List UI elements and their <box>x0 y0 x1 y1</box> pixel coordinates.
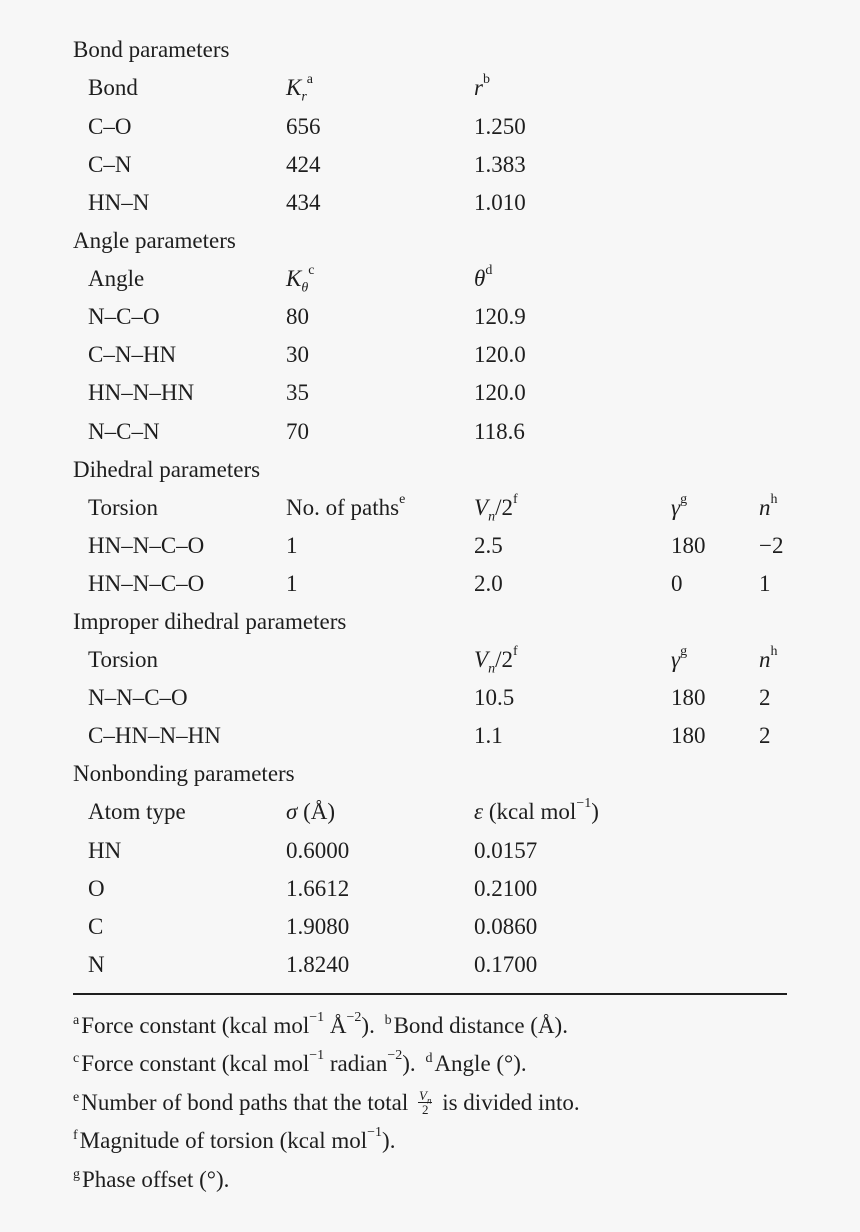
cell-theta: 120.0 <box>474 380 526 405</box>
table-header-row-nonbonding <box>0 798 860 826</box>
table-row <box>0 189 860 217</box>
header-kr: $K_r^a$ <box>286 72 314 105</box>
footnote-g: $^g$Phase offset (°). <box>73 1167 230 1192</box>
header-atom-type: Atom type <box>88 799 186 824</box>
table-header-row-bond <box>0 72 860 105</box>
header-torsion: Torsion <box>88 647 158 672</box>
footnote-mark-c: c <box>73 1051 80 1066</box>
table-row <box>0 951 860 979</box>
footnote-mark-g: g <box>73 1167 80 1182</box>
section-title-nonbonding: Nonbonding parameters <box>73 761 295 786</box>
table-header-row-improper <box>0 644 860 677</box>
cell-angle: N–C–O <box>88 304 160 329</box>
footnote-mark-e: e <box>73 1090 80 1105</box>
footnote-c-d: $^c$Force constant (kcal mol$^{-1}$ radian$^{-2}$). $^d$Angle (°). <box>73 1048 527 1076</box>
footnote-e: $^e$Number of bond paths that the total $\frac{V_n}{2}$ is divided into. <box>73 1088 580 1118</box>
cell-epsilon: 0.0157 <box>474 838 538 863</box>
table-header-row-dihedral <box>0 492 860 525</box>
header-theta: $\theta^d$ <box>474 263 493 291</box>
cell-vn: 2.0 <box>474 571 503 596</box>
footnote-mark-b: b <box>384 1013 392 1028</box>
cell-vn: 2.5 <box>474 533 503 558</box>
table-row <box>0 837 860 865</box>
cell-torsion: HN–N–C–O <box>88 533 205 558</box>
footnote-mark-a: a <box>73 1013 80 1028</box>
cell-theta: 120.0 <box>474 342 526 367</box>
table-row <box>0 875 860 903</box>
cell-paths: 1 <box>286 571 298 596</box>
cell-sigma: 1.8240 <box>286 952 350 977</box>
cell-paths: 1 <box>286 533 298 558</box>
header-n: $n^h$ <box>759 644 778 672</box>
cell-sigma: 0.6000 <box>286 838 350 863</box>
cell-gamma: 180 <box>671 685 706 710</box>
cell-atom-type: N <box>88 952 105 977</box>
cell-kr: 656 <box>286 114 321 139</box>
table-row <box>0 570 860 598</box>
cell-kr: 434 <box>286 190 321 215</box>
table-row <box>0 379 860 407</box>
cell-sigma: 1.9080 <box>286 914 350 939</box>
header-gamma: $\gamma^g$ <box>671 644 688 672</box>
vn-over-2-fraction: $\frac{V_n}{2}$ <box>419 1088 432 1118</box>
cell-bond: C–N <box>88 152 132 177</box>
cell-r: 1.383 <box>474 152 526 177</box>
cell-r: 1.250 <box>474 114 526 139</box>
cell-sigma: 1.6612 <box>286 876 350 901</box>
footnote-f: $^f$Magnitude of torsion (kcal mol$^{-1}$). <box>73 1125 396 1153</box>
section-title-angle: Angle parameters <box>73 228 236 253</box>
cell-vn: 10.5 <box>474 685 515 710</box>
header-no-of-paths: No. of paths$^e$ <box>286 492 406 520</box>
header-sigma: σ (Å) <box>286 799 336 824</box>
cell-angle: HN–N–HN <box>88 380 195 405</box>
cell-ktheta: 80 <box>286 304 309 329</box>
footnote-a-b: $^a$Force constant (kcal mol$^{-1}$ $Å^{-2}$). $^b$Bond distance (Å). <box>73 1010 568 1038</box>
table-row <box>0 913 860 941</box>
cell-theta: 118.6 <box>474 419 525 444</box>
table-row <box>0 341 860 369</box>
table-header-row-angle <box>0 263 860 296</box>
footnote-mark-d: d <box>425 1051 433 1066</box>
section-title-bond: Bond parameters <box>73 37 230 62</box>
cell-atom-type: HN <box>88 838 122 863</box>
cell-gamma: 180 <box>671 723 706 748</box>
cell-torsion: HN–N–C–O <box>88 571 205 596</box>
table-row <box>0 151 860 179</box>
cell-torsion: C–HN–N–HN <box>88 723 221 748</box>
cell-epsilon: 0.2100 <box>474 876 538 901</box>
cell-torsion: N–N–C–O <box>88 685 188 710</box>
table-row <box>0 532 860 560</box>
table-bottom-rule <box>73 993 787 995</box>
cell-atom-type: O <box>88 876 105 901</box>
header-epsilon: ε (kcal mol$^{-1}$) <box>474 796 599 824</box>
cell-angle: C–N–HN <box>88 342 177 367</box>
section-title-dihedral: Dihedral parameters <box>73 457 261 482</box>
cell-ktheta: 35 <box>286 380 309 405</box>
cell-n: 1 <box>759 571 771 596</box>
cell-n: 2 <box>759 723 771 748</box>
cell-kr: 424 <box>286 152 321 177</box>
cell-bond: HN–N <box>88 190 150 215</box>
section-title-improper: Improper dihedral parameters <box>73 609 347 634</box>
header-gamma: $\gamma^g$ <box>671 492 688 520</box>
header-ktheta: $K_\theta^c$ <box>286 263 315 296</box>
header-bond: Bond <box>88 75 138 100</box>
header-vn-half: $V_n/2^f$ <box>474 644 518 677</box>
cell-n: 2 <box>759 685 771 710</box>
header-angle: Angle <box>88 266 145 291</box>
cell-n: −2 <box>759 533 784 558</box>
header-n: $n^h$ <box>759 492 778 520</box>
cell-atom-type: C <box>88 914 104 939</box>
cell-ktheta: 70 <box>286 419 309 444</box>
cell-ktheta: 30 <box>286 342 309 367</box>
cell-theta: 120.9 <box>474 304 526 329</box>
cell-epsilon: 0.0860 <box>474 914 538 939</box>
cell-r: 1.010 <box>474 190 526 215</box>
cell-gamma: 0 <box>671 571 683 596</box>
cell-angle: N–C–N <box>88 419 160 444</box>
footnote-mark-f: f <box>73 1128 78 1143</box>
cell-bond: C–O <box>88 114 132 139</box>
table-row <box>0 418 860 446</box>
cell-epsilon: 0.1700 <box>474 952 538 977</box>
header-torsion: Torsion <box>88 495 158 520</box>
cell-vn: 1.1 <box>474 723 503 748</box>
header-vn-half: $V_n/2^f$ <box>474 492 518 525</box>
table-row <box>0 113 860 141</box>
header-r: $r^b$ <box>474 72 490 100</box>
table-row <box>0 684 860 712</box>
table-row <box>0 722 860 750</box>
cell-gamma: 180 <box>671 533 706 558</box>
table-row <box>0 303 860 331</box>
